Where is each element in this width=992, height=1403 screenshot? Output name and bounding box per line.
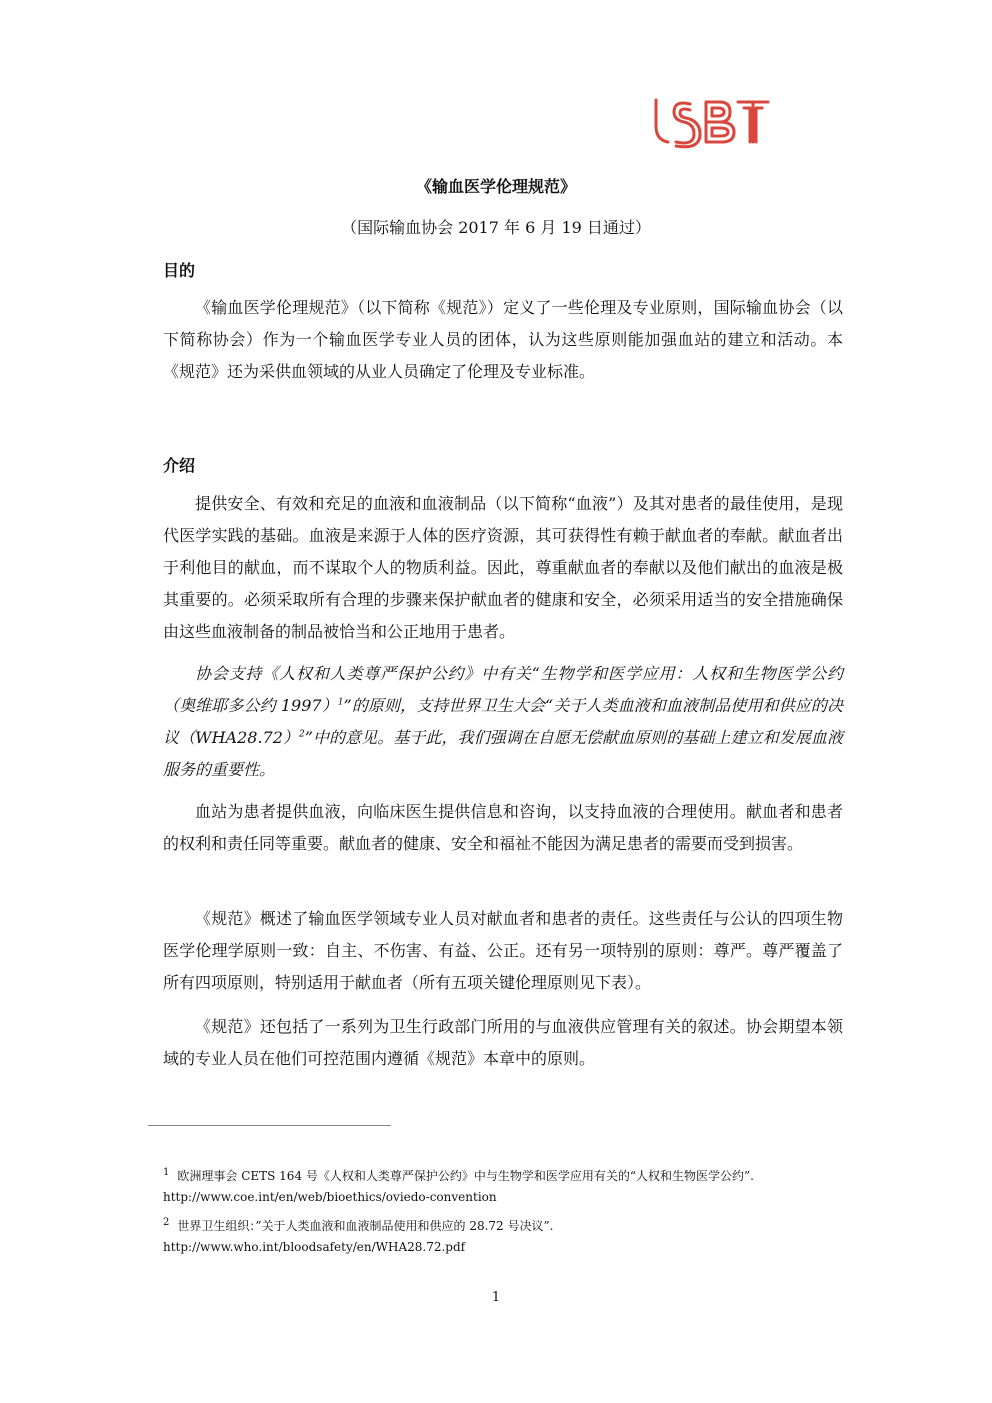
footnote-2 — [163, 1212, 843, 1258]
footnote-1 — [163, 1162, 843, 1208]
intro-paragraph-5: 《规范》还包括了一系列为卫生行政部门所用的与血液供应管理有关的叙述。协会期望本领域的专业人员在他们可控范围内遵循《规范》本章中的原则。 — [163, 1017, 843, 1068]
purpose-paragraph: 《输血医学伦理规范》（以下简称《规范》）定义了一些伦理及专业原则，国际输血协会（以下简称协会）作为一个输血医学专业人员的团体，认为这些原则能加强血站的建立和活动。本《规范》还为采供血领域的从业人员确定了伦理及专业标准。 — [163, 298, 843, 381]
intro-paragraph-2-part-c: ”中的意见。基于此，我们强调在自愿无偿献血原则的基础上建立和发展血液服务的重要性。 — [163, 728, 843, 779]
intro-paragraph-3: 血站为患者提供血液，向临床医生提供信息和咨询，以支持血液的合理使用。献血者和患者的权利和责任同等重要。献血者的健康、安全和福祉不能因为满足患者的需要而受到损害。 — [163, 802, 843, 853]
intro-paragraph-1: 提供安全、有效和充足的血液和血液制品（以下简称“血液”）及其对患者的最佳使用，是现代医学实践的基础。血液是来源于人体的医疗资源，其可获得性有赖于献血者的奉献。献血者出于利他目的献血，而不谋取个人的物质利益。因此，尊重献血者的奉献以及他们献出的血液是极其重要的。必须采取所有合理的步骤来保护献血者的健康和安全，必须采用适当的安全措施确保由这些血液制备的制品被恰当和公正地用于患者。 — [163, 494, 843, 641]
footnote-ref-1[interactable]: 1 — [337, 697, 344, 708]
page-number: 1 — [491, 1290, 501, 1305]
document-title: 《输血医学伦理规范》 — [415, 177, 576, 196]
footnote-1-number: 1 — [163, 1167, 170, 1178]
footnote-ref-2[interactable]: 2 — [299, 729, 305, 740]
isbt-logo — [652, 96, 770, 150]
intro-paragraph-2-part-b: ”的原则，支持世界卫生大会“关于人类血液和血液制品使用和供应的决议（WHA28.72） — [163, 696, 843, 747]
footnote-2-number: 2 — [163, 1217, 170, 1228]
document-subtitle: （国际输血协会 2017 年 6 月 19 日通过） — [341, 218, 651, 237]
intro-paragraph-4: 《规范》概述了输血医学领域专业人员对献血者和患者的责任。这些责任与公认的四项生物医学伦理学原则一致：自主、不伤害、有益、公正。还有另一项特别的原则：尊严。尊严覆盖了所有四项原则，特别适用于献血者（所有五项关键伦理原则见下表）。 — [163, 909, 843, 992]
intro-paragraph-2-part-a: 协会支持《人权和人类尊严保护公约》中有关“生物学和医学应用：人权和生物医学公约（奥维耶多公约 1997） — [163, 664, 843, 715]
footnote-2-text[interactable]: 世界卫生组织：”关于人类血液和血液制品使用和供应的 28.72 号决议”. http://www.who.int/bloodsafety/en/WHA28.72.pdf — [163, 1219, 554, 1254]
footnote-separator — [148, 1125, 391, 1126]
intro-heading: 介绍 — [163, 456, 196, 475]
purpose-heading: 目的 — [163, 261, 196, 280]
intro-paragraph-2 — [163, 658, 843, 786]
footnote-1-text[interactable]: 欧洲理事会 CETS 164 号《人权和人类尊严保护公约》中与生物学和医学应用有关的“人权和生物医学公约”. http://www.coe.int/en/web/bioethics/oviedo-convention — [163, 1169, 754, 1204]
